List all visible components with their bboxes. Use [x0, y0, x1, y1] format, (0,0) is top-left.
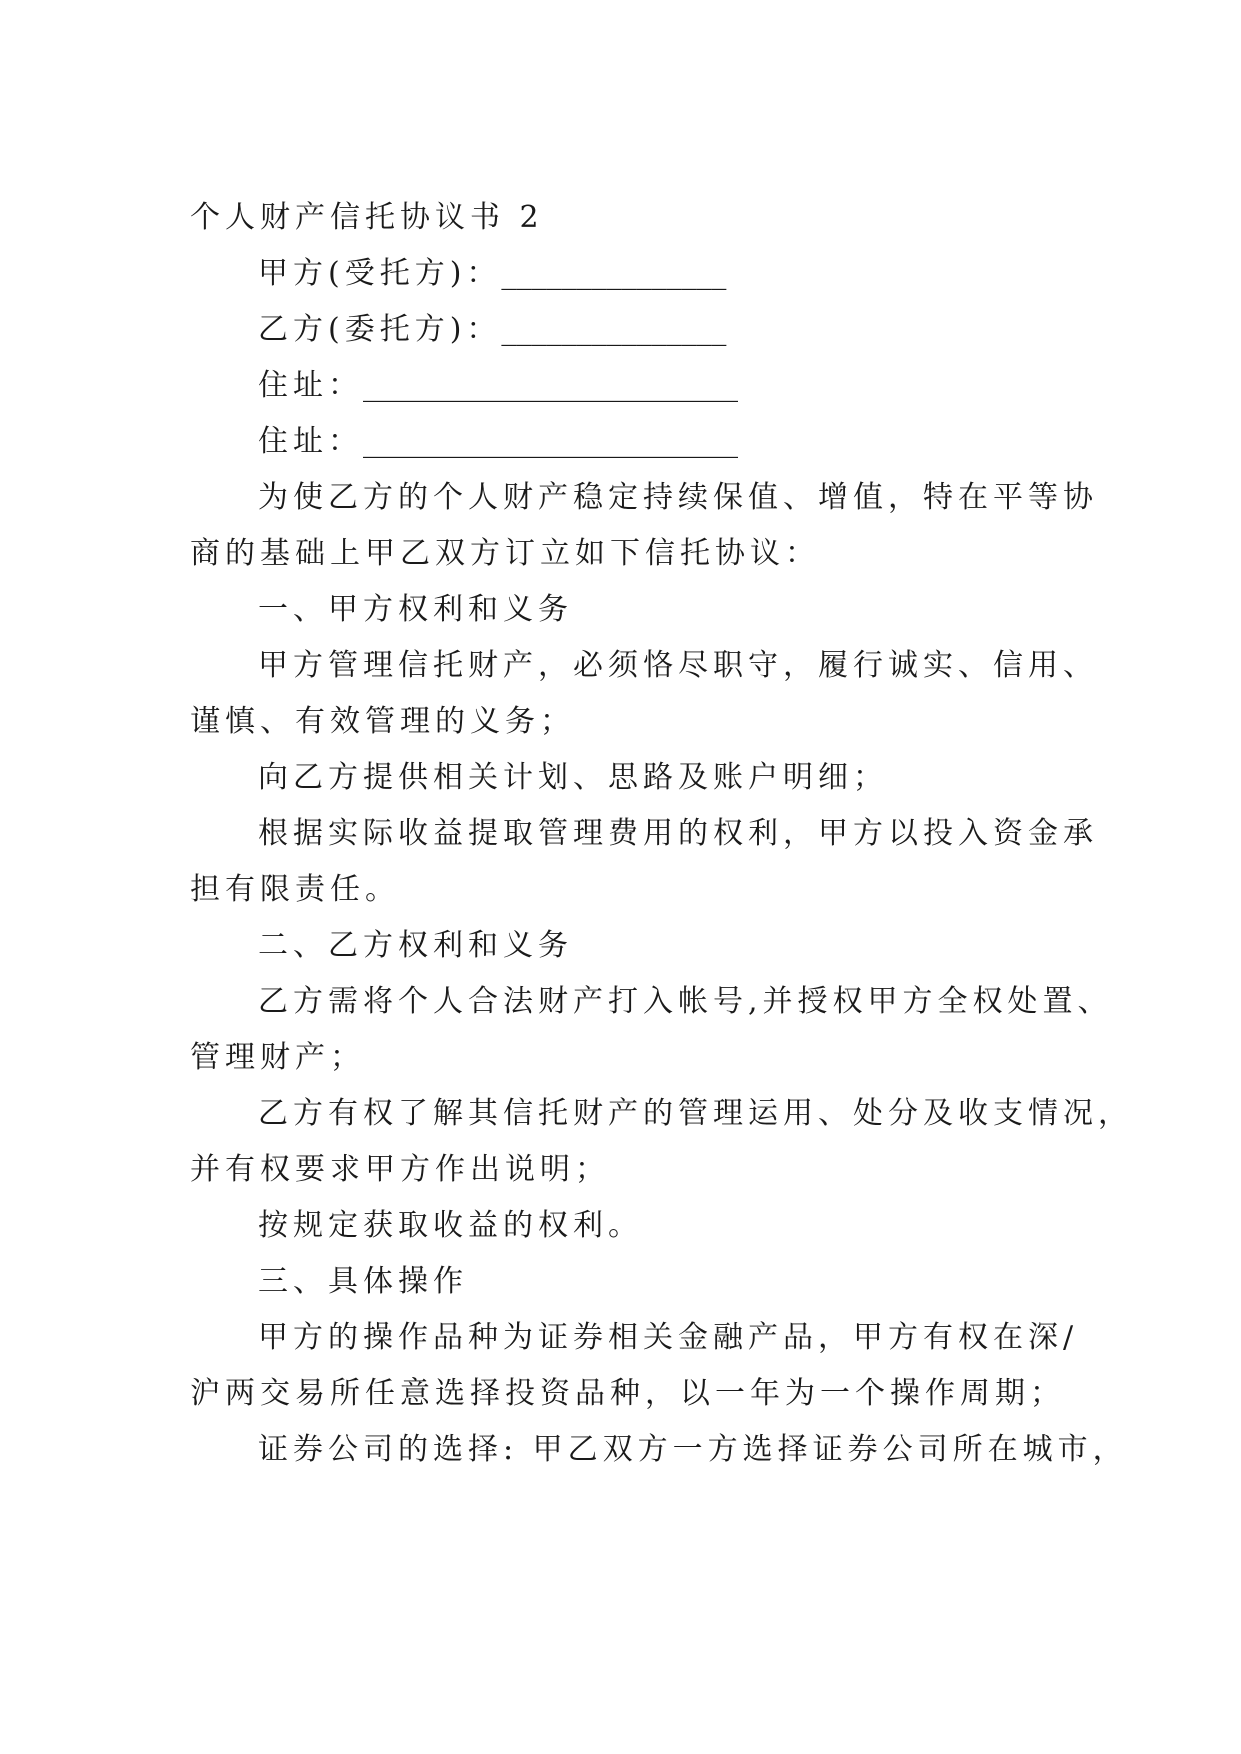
section-2-paragraph-1-line-1: 乙方需将个人合法财产打入帐号,并授权甲方全权处置、 — [258, 984, 1113, 1019]
section-1-paragraph-1-line-1: 甲方管理信托财产，必须恪尽职守，履行诚实、信用、 — [258, 648, 1098, 683]
section-2-paragraph-2-line-1: 乙方有权了解其信托财产的管理运用、处分及收支情况， — [258, 1096, 1133, 1131]
section-2-paragraph-1-line-2: 管理财产； — [190, 1040, 365, 1075]
section-2-heading: 二、乙方权利和义务 — [258, 928, 573, 963]
address-blank-2: _________________________ — [363, 424, 738, 459]
section-3-paragraph-1-line-1: 甲方的操作品种为证券相关金融产品，甲方有权在深/ — [258, 1320, 1079, 1355]
section-1-paragraph-3-line-1: 根据实际收益提取管理费用的权利，甲方以投入资金承 — [258, 816, 1098, 851]
address-label-2: 住址： — [258, 424, 363, 459]
section-1-paragraph-3-line-2: 担有限责任。 — [190, 872, 400, 907]
party-a-row — [258, 254, 726, 294]
party-a-label: 甲方(受托方)： — [258, 256, 502, 291]
section-3-heading: 三、具体操作 — [258, 1264, 468, 1299]
intro-line-1: 为使乙方的个人财产稳定持续保值、增值，特在平等协 — [258, 480, 1098, 515]
party-b-label: 乙方(委托方)： — [258, 312, 502, 347]
section-3-paragraph-2-line-1: 证券公司的选择: 甲乙双方一方选择证券公司所在城市， — [258, 1432, 1128, 1467]
intro-line-2: 商的基础上甲乙双方订立如下信托协议： — [190, 536, 820, 571]
section-2-paragraph-3: 按规定获取收益的权利。 — [258, 1208, 643, 1243]
section-1-heading: 一、甲方权利和义务 — [258, 592, 573, 627]
party-b-blank: _______________ — [501, 312, 727, 347]
party-a-blank: _______________ — [501, 256, 727, 291]
address-label-1: 住址： — [258, 368, 363, 403]
party-b-row — [258, 310, 726, 350]
address-row-2 — [258, 422, 738, 462]
address-blank-1: _________________________ — [363, 368, 738, 403]
section-1-paragraph-2: 向乙方提供相关计划、思路及账户明细； — [258, 760, 888, 795]
section-3-paragraph-1-line-2: 沪两交易所任意选择投资品种，以一年为一个操作周期； — [190, 1376, 1065, 1411]
section-1-paragraph-1-line-2: 谨慎、有效管理的义务； — [190, 704, 575, 739]
address-row-1 — [258, 366, 738, 406]
section-2-paragraph-2-line-2: 并有权要求甲方作出说明； — [190, 1152, 610, 1187]
document-title: 个人财产信托协议书 2 — [190, 200, 544, 235]
